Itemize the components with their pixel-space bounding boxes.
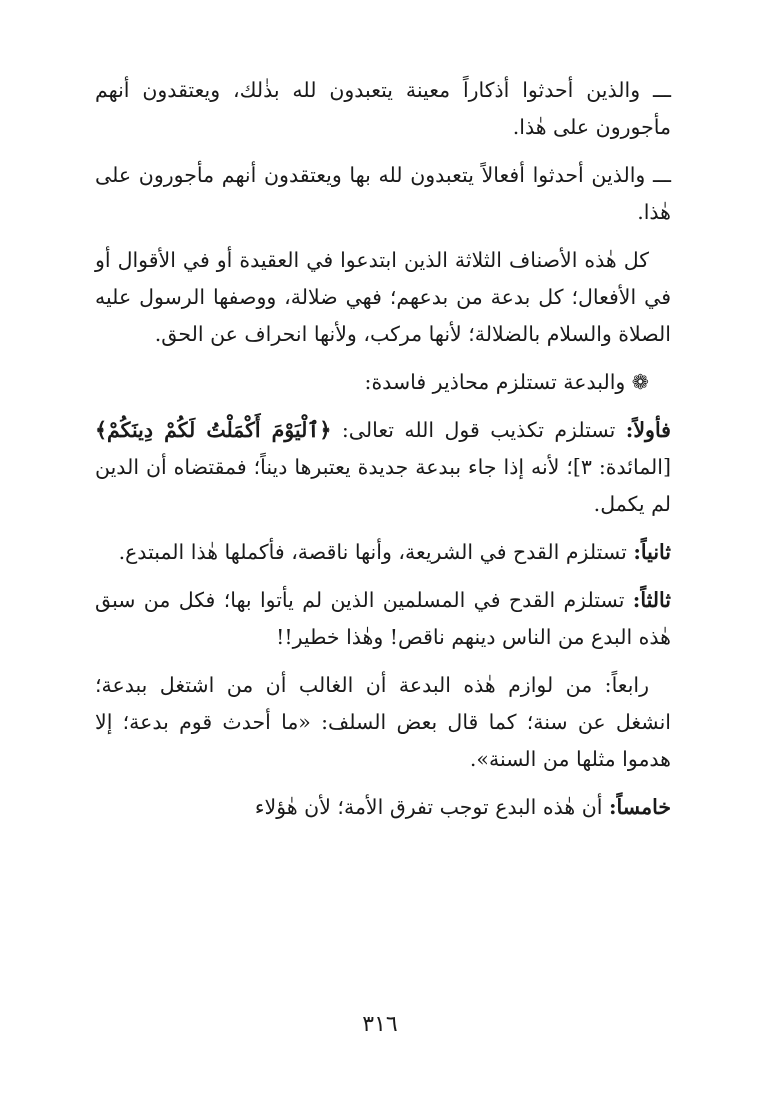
paragraph-2	[95, 157, 671, 231]
quran-verse: ﴿ٱلْيَوْمَ أَكْمَلْتُ لَكُمْ دِينَكُمْ﴾	[95, 418, 332, 442]
paragraph-9-text: أن هٰذه البدع توجب تفرق الأمة؛ لأن هٰؤلاء	[254, 795, 609, 819]
page-body	[95, 72, 671, 837]
paragraph-8-text: من لوازم هٰذه البدعة أن الغالب أن من اشتغل ببدعة؛ انشغل عن سنة؛ كما قال بعض السلف: «ما أحدث قوم بدعة؛ إلا هدموا مثلها من السنة».	[95, 673, 671, 771]
paragraph-8-lead: رابعاً:	[604, 673, 649, 697]
paragraph-1	[95, 72, 671, 146]
paragraph-6-lead: ثانياً:	[633, 540, 671, 564]
paragraph-1-text: ـــ والذين أحدثوا أذكاراً معينة يتعبدون لله بذٰلك، ويعتقدون أنهم مأجورون على هٰذا.	[95, 78, 671, 139]
paragraph-7-text: تستلزم القدح في المسلمين الذين لم يأتوا بها؛ فكل من سبق هٰذه البدع من الناس دينهم ناقص! وهٰذا خطير!!	[95, 588, 671, 649]
page-number: ٣١٦	[362, 1012, 398, 1037]
paragraph-2-text: ـــ والذين أحدثوا أفعالاً يتعبدون لله بها ويعتقدون أنهم مأجورون على هٰذا.	[95, 163, 671, 224]
paragraph-7	[95, 582, 671, 656]
paragraph-3-text: كل هٰذه الأصناف الثلاثة الذين ابتدعوا في العقيدة أو في الأقوال أو في الأفعال؛ كل بدعة من بدعهم؛ فهي ضلالة، ووصفها الرسول عليه الصلاة والسلام بالضلالة؛ لأنها مركب، ولأنها انحراف عن الحق.	[95, 248, 671, 346]
paragraph-3	[95, 242, 671, 353]
paragraph-9	[95, 789, 671, 826]
paragraph-5-post: [المائدة: ٣]؛ لأنه إذا جاء ببدعة جديدة يعتبرها ديناً؛ فمقتضاه أن الدين لم يكمل.	[95, 455, 671, 516]
paragraph-6-text: تستلزم القدح في الشريعة، وأنها ناقصة، فأكملها هٰذا المبتدع.	[118, 540, 634, 564]
paragraph-5	[95, 412, 671, 523]
paragraph-5-pre: تستلزم تكذيب قول الله تعالى:	[331, 418, 626, 442]
paragraph-6	[95, 534, 671, 571]
paragraph-8	[95, 667, 671, 778]
paragraph-4	[95, 364, 671, 401]
paragraph-4-text: ❁ والبدعة تستلزم محاذير فاسدة:	[364, 370, 649, 394]
paragraph-7-lead: ثالثاً:	[632, 588, 671, 612]
paragraph-9-lead: خامساً:	[608, 795, 671, 819]
paragraph-5-lead: فأولاً:	[625, 418, 671, 442]
